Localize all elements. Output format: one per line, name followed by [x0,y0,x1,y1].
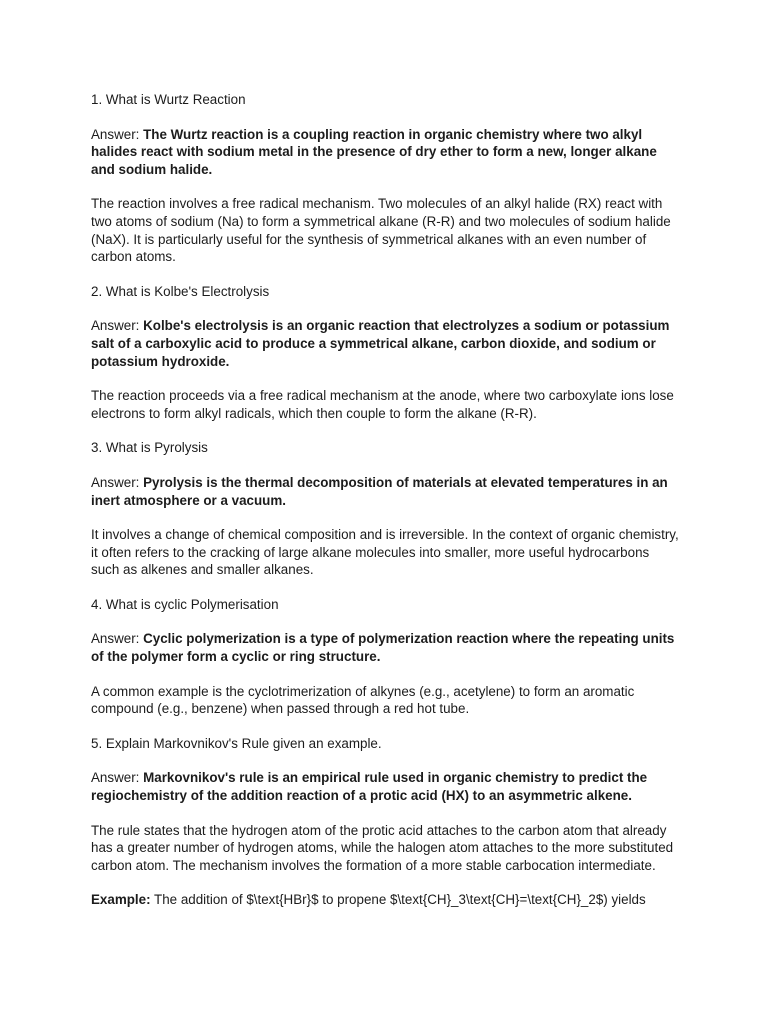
example-paragraph [91,891,681,909]
answer-text: Kolbe's electrolysis is an organic reaction that electrolyzes a sodium or potassium salt of a carboxylic acid to produce a symmetrical alkane, carbon dioxide, and sodium or potassium hydroxide. [91,318,670,369]
example-text: The addition of $\text{HBr}$ to propene $\text{CH}_3\text{CH}=\text{CH}_2$) yields [150,892,646,908]
explanation-4: A common example is the cyclotrimerization of alkynes (e.g., acetylene) to form an aromatic compound (e.g., benzene) when passed through a red hot tube. [91,683,635,717]
explanation-5: The rule states that the hydrogen atom of the protic acid attaches to the carbon atom that already has a greater number of hydrogen atoms, while the halogen atom attaches to the more substituted carbon atom. The mechanism involves the formation of a more stable carbocation intermediate. [91,822,674,873]
question-1: 1. What is Wurtz Reaction [91,92,246,107]
answer-3 [91,474,681,509]
answer-text: Cyclic polymerization is a type of polymerization reaction where the repeating units of the polymer form a cyclic or ring structure. [91,631,675,665]
answer-text: The Wurtz reaction is a coupling reaction in organic chemistry where two alkyl halides react with sodium metal in the presence of dry ether to form a new, longer alkane and sodium halide. [91,126,657,177]
question-2: 2. What is Kolbe's Electrolysis [91,283,270,299]
answer-4 [91,630,681,665]
explanation-1: The reaction involves a free radical mechanism. Two molecules of an alkyl halide (RX) react with two atoms of sodium (Na) to form a symmetrical alkane (R-R) and two molecules of sodium halide (NaX). It is particularly useful for the synthesis of symmetrical alkanes with an even number of carbon atoms. [91,196,671,265]
question-4: 4. What is cyclic Polymerisation [91,596,279,612]
answer-prefix: Answer: [91,126,144,142]
answer-prefix: Answer: [91,631,144,647]
answer-1 [91,126,681,179]
answer-text: Pyrolysis is the thermal decomposition of materials at elevated temperatures in an inert atmosphere or a vacuum. [91,474,668,508]
answer-prefix: Answer: [91,318,144,334]
answer-prefix: Answer: [91,770,144,786]
explanation-2: The reaction proceeds via a free radical mechanism at the anode, where two carboxylate ions lose electrons to form alkyl radicals, which then couple to form the alkane (R-R). [91,388,674,421]
explanation-3: It involves a change of chemical composition and is irreversible. In the context of organic chemistry, it often refers to the cracking of large alkane molecules into smaller, more useful hydrocarbons such as alkenes and smaller alkanes. [91,527,679,578]
question-3: 3. What is Pyrolysis [91,440,208,456]
answer-prefix: Answer: [91,474,144,490]
answer-2 [91,317,681,370]
question-5: 5. Explain Markovnikov's Rule given an example. [91,735,382,751]
answer-5 [91,769,681,804]
example-label: Example: [91,892,151,908]
answer-text: Markovnikov's rule is an empirical rule used in organic chemistry to predict the regiochemistry of the addition reaction of a protic acid (HX) to an asymmetric alkene. [91,770,648,804]
document-page [91,91,681,909]
